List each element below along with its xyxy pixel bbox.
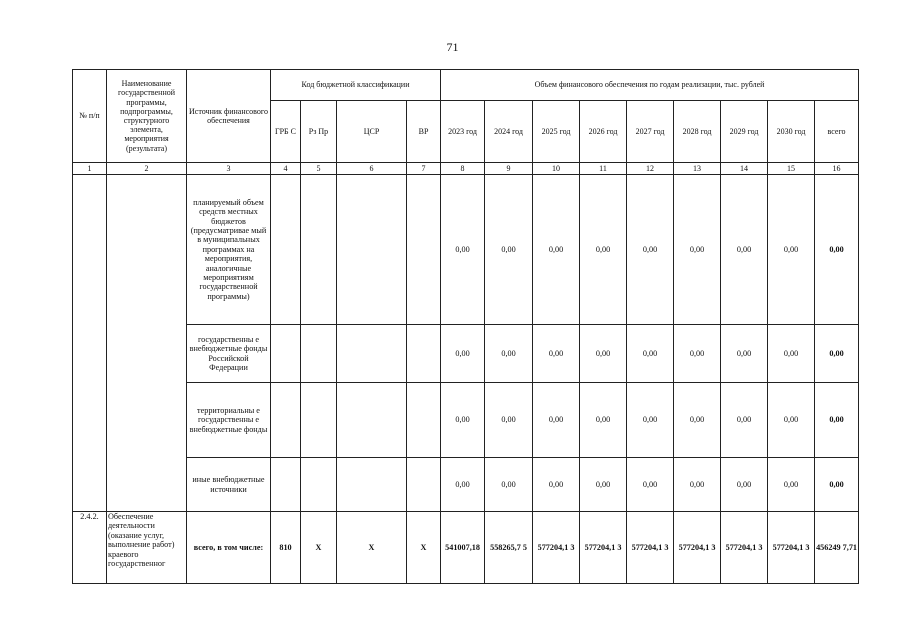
column-number: 3 bbox=[187, 163, 271, 175]
value-cell: 0,00 bbox=[485, 175, 533, 325]
source-cell: государственны е внебюджетные фонды Российской Федерации bbox=[187, 325, 271, 383]
header-year-2026: 2026 год bbox=[580, 101, 627, 163]
column-number: 6 bbox=[337, 163, 407, 175]
total-cell: 0,00 bbox=[815, 458, 859, 512]
value-cell: 0,00 bbox=[485, 458, 533, 512]
value-cell: 0,00 bbox=[441, 458, 485, 512]
value-cell: 0,00 bbox=[580, 325, 627, 383]
value-cell: 0,00 bbox=[674, 383, 721, 458]
header-year-2028: 2028 год bbox=[674, 101, 721, 163]
table-row bbox=[73, 512, 859, 584]
value-cell: 0,00 bbox=[721, 325, 768, 383]
value-cell: 0,00 bbox=[441, 175, 485, 325]
value-cell: 577204,1 3 bbox=[768, 512, 815, 584]
column-number: 9 bbox=[485, 163, 533, 175]
vr-cell bbox=[407, 383, 441, 458]
total-cell: 0,00 bbox=[815, 325, 859, 383]
header-code-group: Код бюджетной классификации bbox=[271, 70, 441, 101]
value-cell: 0,00 bbox=[768, 383, 815, 458]
value-cell: 0,00 bbox=[768, 458, 815, 512]
value-cell: 541007,18 bbox=[441, 512, 485, 584]
column-number: 4 bbox=[271, 163, 301, 175]
column-number: 11 bbox=[580, 163, 627, 175]
table-row bbox=[73, 175, 859, 325]
header-year-2023: 2023 год bbox=[441, 101, 485, 163]
value-cell: 0,00 bbox=[441, 383, 485, 458]
table-row bbox=[73, 458, 859, 512]
rzpr-cell bbox=[301, 383, 337, 458]
table-row bbox=[73, 383, 859, 458]
rzpr-cell bbox=[301, 458, 337, 512]
rzpr-cell bbox=[301, 175, 337, 325]
value-cell: 0,00 bbox=[533, 383, 580, 458]
vr-cell bbox=[407, 325, 441, 383]
value-cell: 0,00 bbox=[580, 175, 627, 325]
item-number: 2.4.2. bbox=[73, 512, 107, 584]
value-cell: 0,00 bbox=[580, 458, 627, 512]
column-number: 1 bbox=[73, 163, 107, 175]
column-number: 16 bbox=[815, 163, 859, 175]
rzpr-cell: Х bbox=[301, 512, 337, 584]
value-cell: 0,00 bbox=[485, 325, 533, 383]
header-rzpr: Рз Пр bbox=[301, 101, 337, 163]
source-cell: планируемый объем средств местных бюджетов (предусматривае мый в муниципальных программах на мероприятия, аналогичные мероприятиям государственной программы) bbox=[187, 175, 271, 325]
column-number: 14 bbox=[721, 163, 768, 175]
header-source: Источник финансового обеспечения bbox=[187, 70, 271, 163]
value-cell: 0,00 bbox=[721, 458, 768, 512]
value-cell: 0,00 bbox=[674, 325, 721, 383]
value-cell: 0,00 bbox=[441, 325, 485, 383]
page-number: 71 bbox=[446, 40, 459, 54]
csr-cell bbox=[337, 325, 407, 383]
header-year-2030: 2030 год bbox=[768, 101, 815, 163]
csr-cell: Х bbox=[337, 512, 407, 584]
vr-cell: Х bbox=[407, 512, 441, 584]
header-num: № п/п bbox=[73, 70, 107, 163]
value-cell: 0,00 bbox=[674, 458, 721, 512]
value-cell: 0,00 bbox=[674, 175, 721, 325]
value-cell: 0,00 bbox=[533, 325, 580, 383]
header-year-2029: 2029 год bbox=[721, 101, 768, 163]
value-cell: 0,00 bbox=[721, 383, 768, 458]
header-year-2025: 2025 год bbox=[533, 101, 580, 163]
header-csr: ЦСР bbox=[337, 101, 407, 163]
header-volume-group: Объем финансового обеспечения по годам реализации, тыс. рублей bbox=[441, 70, 859, 101]
value-cell: 0,00 bbox=[627, 458, 674, 512]
value-cell: 558265,7 5 bbox=[485, 512, 533, 584]
grbs-cell bbox=[271, 175, 301, 325]
source-cell: территориальны е государственны е внебюджетные фонды bbox=[187, 383, 271, 458]
csr-cell bbox=[337, 383, 407, 458]
rzpr-cell bbox=[301, 325, 337, 383]
grbs-cell bbox=[271, 383, 301, 458]
empty-num-cell bbox=[73, 175, 107, 512]
column-number: 12 bbox=[627, 163, 674, 175]
item-name: Обеспечение деятельности (оказание услуг, выполнение работ) краевого государственног bbox=[107, 512, 187, 584]
value-cell: 0,00 bbox=[485, 383, 533, 458]
column-numbers-row bbox=[73, 163, 859, 175]
value-cell: 0,00 bbox=[533, 458, 580, 512]
header-year-2024: 2024 год bbox=[485, 101, 533, 163]
value-cell: 0,00 bbox=[627, 325, 674, 383]
header-total: всего bbox=[815, 101, 859, 163]
source-cell: иные внебюджетные источники bbox=[187, 458, 271, 512]
column-number: 7 bbox=[407, 163, 441, 175]
column-number: 15 bbox=[768, 163, 815, 175]
empty-name-cell bbox=[107, 175, 187, 512]
value-cell: 577204,1 3 bbox=[627, 512, 674, 584]
header-name: Наименование государственной программы, подпрограммы, структурного элемента, мероприятия (результата) bbox=[107, 70, 187, 163]
vr-cell bbox=[407, 458, 441, 512]
total-cell: 0,00 bbox=[815, 175, 859, 325]
header-vr: ВР bbox=[407, 101, 441, 163]
column-number: 5 bbox=[301, 163, 337, 175]
value-cell: 0,00 bbox=[627, 383, 674, 458]
table-row bbox=[73, 325, 859, 383]
grbs-cell bbox=[271, 458, 301, 512]
header-year-2027: 2027 год bbox=[627, 101, 674, 163]
csr-cell bbox=[337, 175, 407, 325]
column-number: 13 bbox=[674, 163, 721, 175]
value-cell: 0,00 bbox=[768, 325, 815, 383]
total-cell: 456249 7,71 bbox=[815, 512, 859, 584]
value-cell: 0,00 bbox=[533, 175, 580, 325]
column-number: 2 bbox=[107, 163, 187, 175]
header-grbs: ГРБ С bbox=[271, 101, 301, 163]
value-cell: 577204,1 3 bbox=[674, 512, 721, 584]
value-cell: 577204,1 3 bbox=[721, 512, 768, 584]
source-cell: всего, в том числе: bbox=[187, 512, 271, 584]
budget-table bbox=[72, 69, 859, 584]
grbs-cell bbox=[271, 325, 301, 383]
value-cell: 0,00 bbox=[627, 175, 674, 325]
vr-cell bbox=[407, 175, 441, 325]
value-cell: 0,00 bbox=[768, 175, 815, 325]
value-cell: 577204,1 3 bbox=[580, 512, 627, 584]
column-number: 10 bbox=[533, 163, 580, 175]
column-number: 8 bbox=[441, 163, 485, 175]
csr-cell bbox=[337, 458, 407, 512]
value-cell: 577204,1 3 bbox=[533, 512, 580, 584]
value-cell: 0,00 bbox=[721, 175, 768, 325]
value-cell: 0,00 bbox=[580, 383, 627, 458]
total-cell: 0,00 bbox=[815, 383, 859, 458]
grbs-cell: 810 bbox=[271, 512, 301, 584]
